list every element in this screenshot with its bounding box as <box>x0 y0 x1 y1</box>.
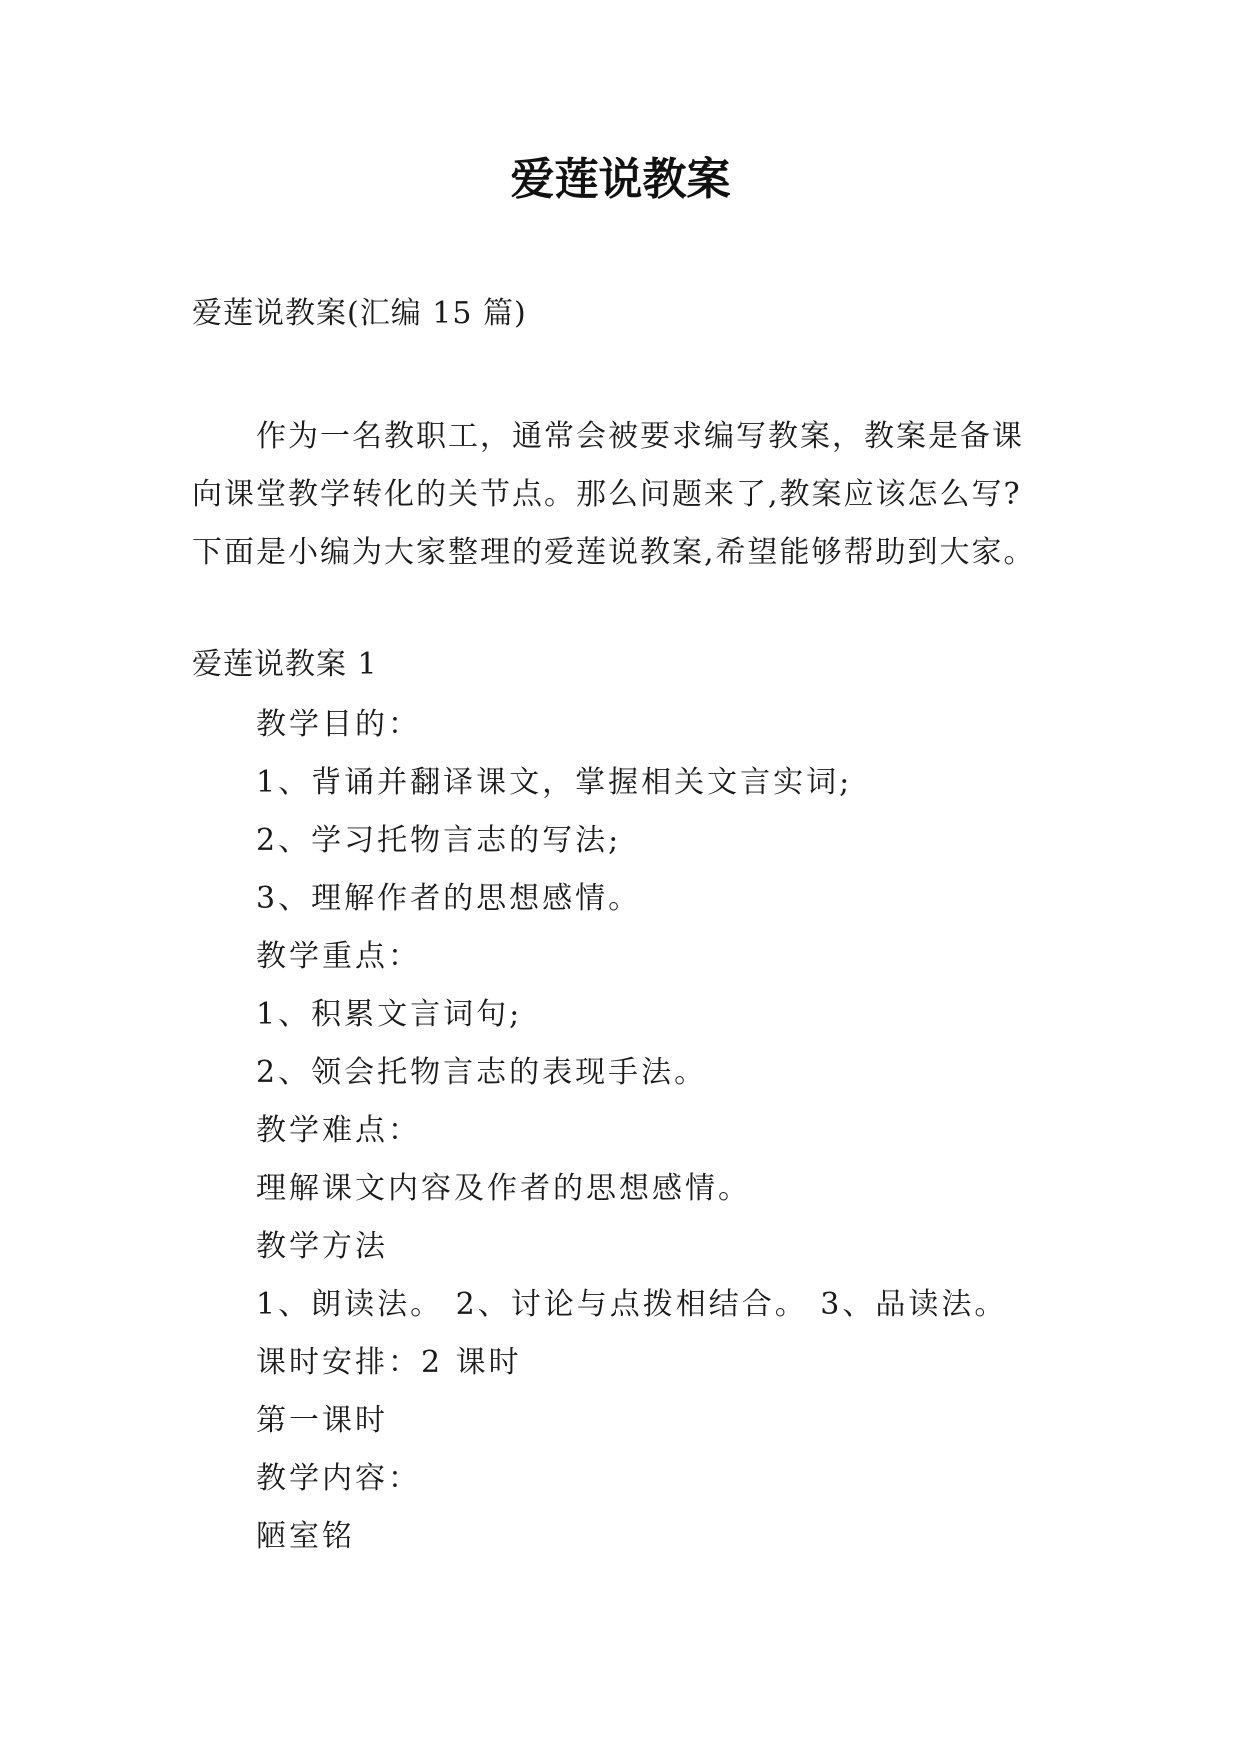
section-heading: 爱莲说教案 1 <box>192 647 378 682</box>
body-line: 第一课时 <box>256 1403 388 1438</box>
intro-paragraph <box>192 408 1072 582</box>
body-line: 理解课文内容及作者的思想感情。 <box>256 1171 751 1206</box>
body-line: 教学内容： <box>256 1461 421 1496</box>
body-line: 教学目的： <box>256 707 421 742</box>
body-line: 1、背诵并翻译课文，掌握相关文言实词; <box>256 765 853 800</box>
intro-line: 向课堂教学转化的关节点。那么问题来了,教案应该怎么写? <box>192 477 1022 512</box>
intro-line: 下面是小编为大家整理的爱莲说教案,希望能够帮助到大家。 <box>192 535 1036 570</box>
body-line: 教学方法 <box>256 1229 388 1264</box>
body-line: 教学难点： <box>256 1113 421 1148</box>
lesson-plan-body <box>256 696 1007 1566</box>
body-line: 1、朗读法。 2、讨论与点拨相结合。 3、品读法。 <box>256 1287 1008 1322</box>
document-title: 爱莲说教案 <box>510 154 731 205</box>
document-subtitle: 爱莲说教案(汇编 15 篇) <box>192 296 527 331</box>
intro-line: 作为一名教职工，通常会被要求编写教案，教案是备课 <box>256 419 1024 454</box>
body-line: 陋室铭 <box>256 1519 355 1554</box>
body-line: 教学重点： <box>256 939 421 974</box>
body-line: 3、理解作者的思想感情。 <box>256 881 642 916</box>
body-line: 2、学习托物言志的写法; <box>256 823 622 858</box>
body-line: 2、领会托物言志的表现手法。 <box>256 1055 708 1090</box>
body-line: 课时安排：2 课时 <box>256 1345 522 1380</box>
body-line: 1、积累文言词句; <box>256 997 523 1032</box>
